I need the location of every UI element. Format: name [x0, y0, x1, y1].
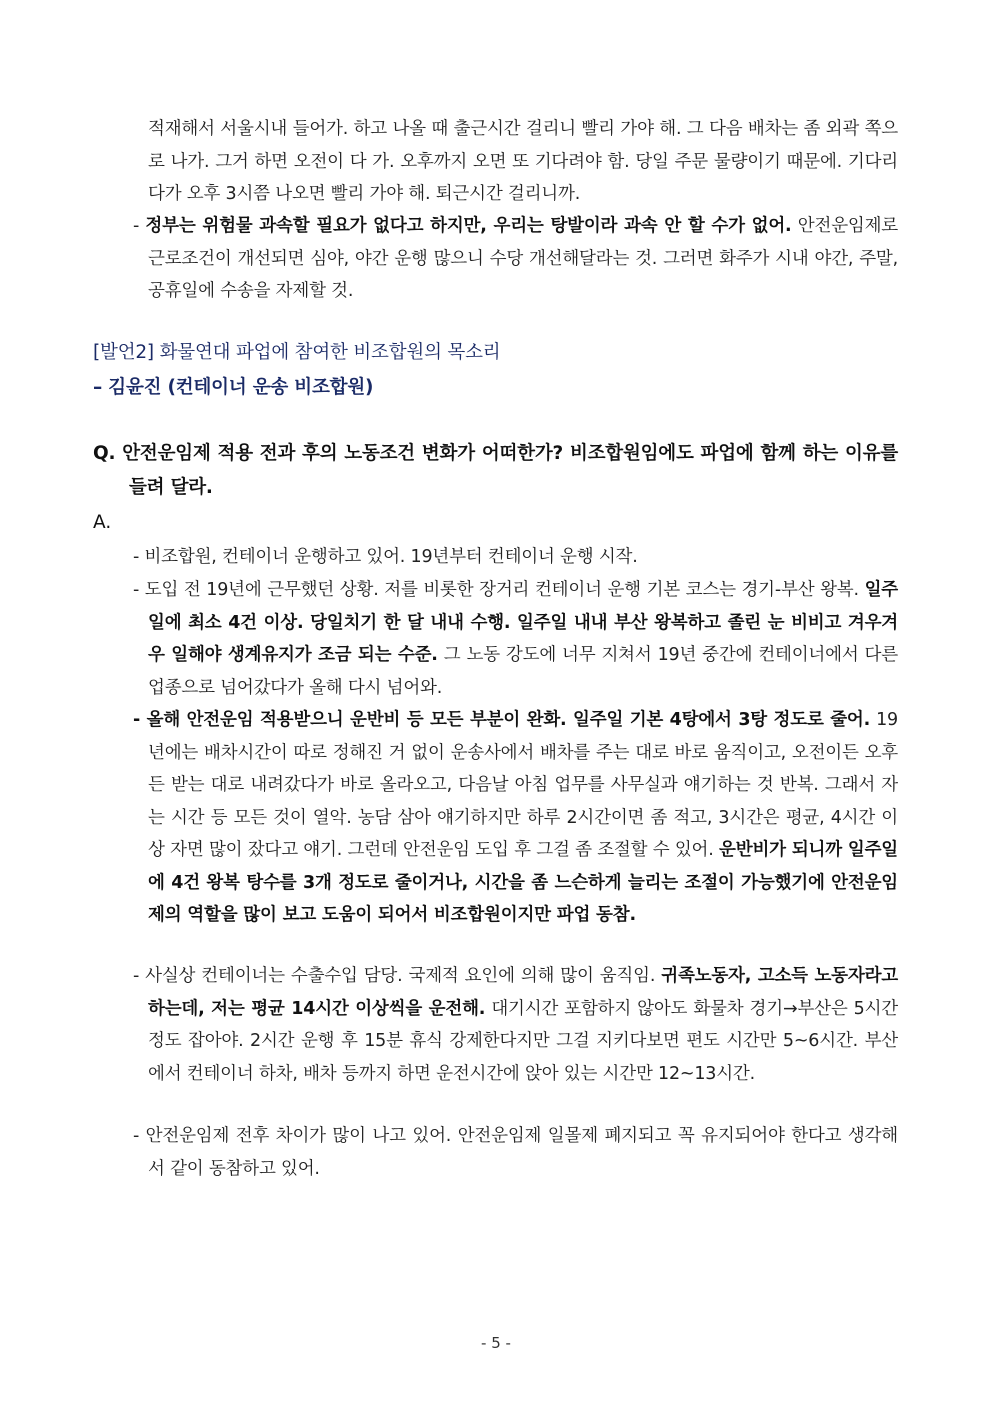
bullet-container-export-a: - 사실상 컨테이너는 수출수입 담당. 국제적 요인에 의해 많이 움직임. — [133, 966, 662, 986]
bullet-before-intro-c: 그 노동 강도에 너무 지쳐서 19년 중간에 컨테이너에서 다른 업종으로 넘어갔다가 올해 다시 넘어와. — [148, 645, 898, 698]
answer-label: A. — [93, 512, 112, 533]
bullet-this-year — [133, 704, 898, 932]
bullet-before-intro-bold: 일주일에 최소 4건 이상. 당일치기 한 달 내내 수행. 일주일 내내 부산 왕복하고 졸린 눈 비비고 겨우겨우 일해야 생계유지가 조금 되는 수준. — [148, 580, 898, 665]
bullet-non-member: - 비조합원, 컨테이너 운행하고 있어. 19년부터 컨테이너 운행 시작. — [133, 547, 638, 567]
bullet-container-export-c: 대기시간 포함하지 않아도 화물차 경기→부산은 5시간 정도 잡아야. 2시간 운행 후 15분 휴식 강제한다지만 그걸 지키다보면 편도 시간만 5~6시간. 부산에서 컨테이너 하차, 배차 등까지 하면 운전시간에 앉아 있는 시간만 12~13시간. — [148, 998, 898, 1084]
bullet-this-year-bold1: - 올해 안전운임 적용받으니 운반비 등 모든 부분이 완화. 일주일 기본 4탕에서 3탕 정도로 줄어. — [133, 710, 871, 730]
bullet-this-year-bold2: 운반비가 되니까 일주일에 4건 왕복 탕수를 3개 정도로 줄이거나, 시간을 좀 느슨하게 늘리는 조절이 가능했기에 안전운임제의 역할을 많이 보고 도움이 되어서 비조합원이지만 파업 동참. — [148, 840, 898, 925]
bullet-government-bold: 정부는 위험물 과속할 필요가 없다고 하지만, 우리는 탕발이라 과속 안 할 수가 없어. — [145, 216, 792, 236]
bullet-government: - 정부는 위험물 과속할 필요가 없다고 하지만, 우리는 탕발이라 과속 안 할 수가 없어. 안전운임제로 근로조건이 개선되면 심야, 야간 운행 많으니 수당 개선해달라는 것. 그러면 화주가 시내 야간, 주말, 공휴일에 수송을 자제할 것. — [133, 216, 899, 301]
continuation-text: 적재해서 서울시내 들어가. 하고 나올 때 출근시간 걸리니 빨리 가야 해. 그 다음 배차는 좀 외곽 쪽으로 나가. 그거 하면 오전이 다 가. 오후까지 오면 또 기다려야 함. 당일 주문 물량이기 때문에. 기다리다가 오후 3시쯤 나오면 빨리 가야 해. 퇴근시간 걸리니까. — [148, 119, 898, 204]
continuation-paragraph — [148, 113, 898, 211]
page-number: - 5 - — [481, 1334, 511, 1352]
section-title: [발언2] 화물연대 파업에 참여한 비조합원의 목소리 — [93, 342, 501, 363]
bullet-difference: - 안전운임제 전후 차이가 많이 나고 있어. 안전운임제 일몰제 폐지되고 꼭 유지되어야 한다고 생각해서 같이 동참하고 있어. — [133, 1126, 898, 1179]
bullet-before-intro-a: - 도입 전 19년에 근무했던 상황. 저를 비롯한 장거리 컨테이너 운행 기본 코스는 경기-부산 왕복. — [133, 580, 865, 600]
speaker-line: – 김윤진 (컨테이너 운송 비조합원) — [93, 377, 374, 398]
bullet-container-export — [133, 960, 898, 1090]
bullet-government-rest: 안전운임제로 근로조건이 개선되면 심야, 야간 운행 많으니 수당 개선해달라는 것. 그러면 화주가 시내 야간, 주말, 공휴일에 수송을 자제할 것. — [148, 216, 899, 301]
question-text: Q. 안전운임제 적용 전과 후의 노동조건 변화가 어떠한가? 비조합원임에도 파업에 함께 하는 이유를 들려 달라. — [93, 443, 898, 498]
bullet-before-intro — [133, 574, 898, 704]
bullet-this-year-mid: 19년에는 배차시간이 따로 정해진 거 없이 운송사에서 배차를 주는 대로 바로 움직이고, 오전이든 오후든 받는 대로 내려갔다가 바로 올라오고, 다음날 아침 업무를 사무실과 얘기하는 것 반복. 그래서 자는 시간 등 모든 것이 열악. 농담 삼아 얘기하지만 하루 2시간이면 좀 적고, 3시간은 평균, 4시간 이상 자면 많이 잤다고 얘기. 그런데 안전운임 도입 후 그걸 좀 조절할 수 있어. — [148, 710, 898, 860]
bullet-container-export-bold: 귀족노동자, 고소득 노동자라고 하는데, 저는 평균 14시간 이상씩을 운전해. — [148, 966, 898, 1019]
